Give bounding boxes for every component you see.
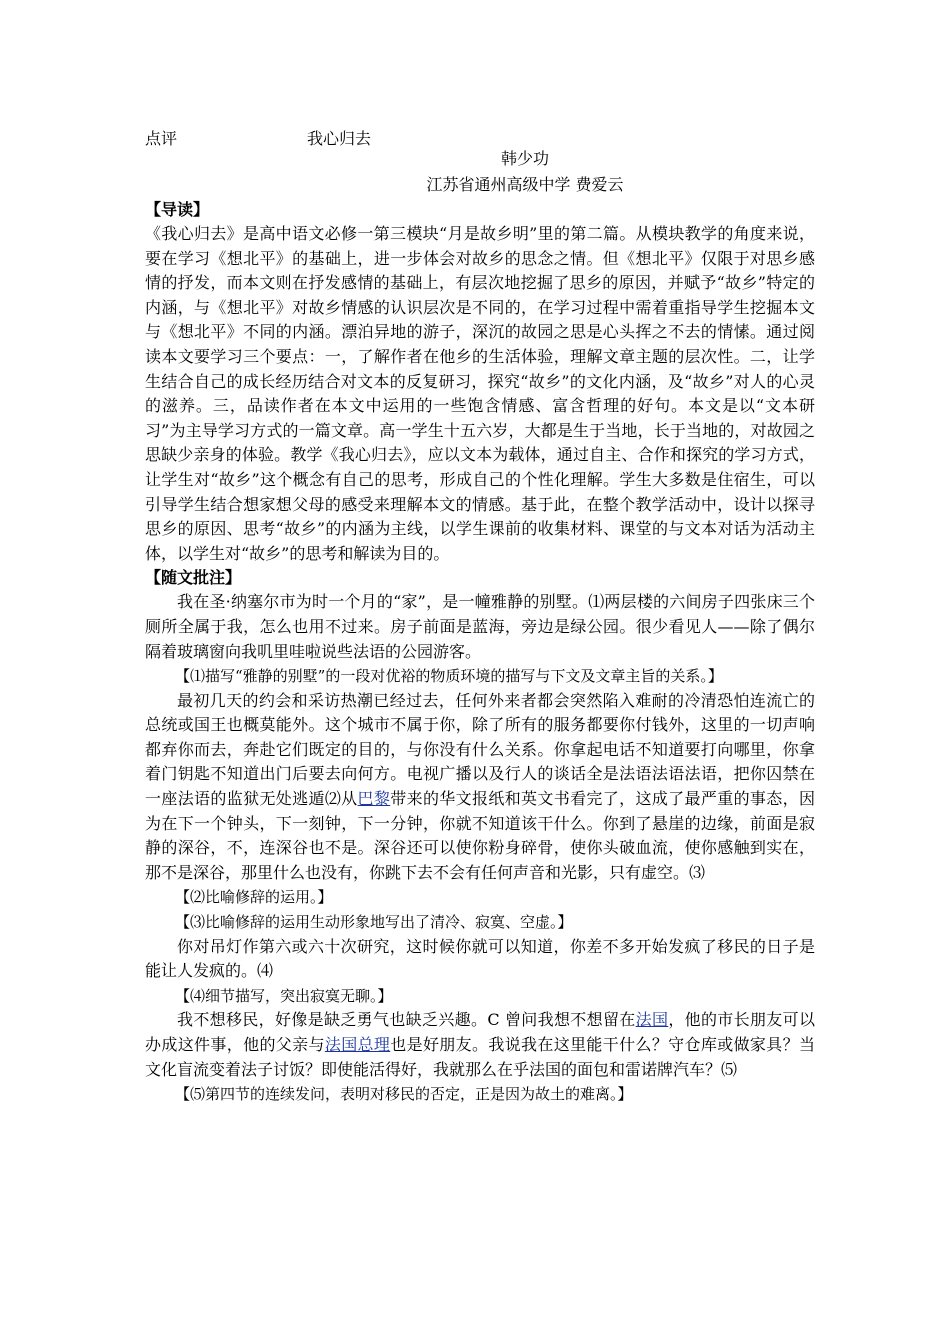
paragraph-1: 我在圣·纳塞尔市为时一个月的“家”，是一幢雅静的别墅。⑴两层楼的六间房子四张床三个厕所全属于我，怎么也用不过来。房子前面是蓝海，旁边是绿公园。很少看见人——除了偶尔隔着玻璃窗向我叽里哇啦说些法语的公园游客。: [145, 592, 815, 661]
paragraph-2: [145, 689, 815, 886]
paragraph-3: 你对吊灯作第六或六十次研究，这时候你就可以知道，你差不多开始发疯了移民的日子是能让人发疯的。⑷: [145, 936, 815, 981]
annotations-heading: 【随文批注】: [145, 568, 242, 588]
article-title: 我心归去: [307, 129, 372, 148]
annotation-4: 【⑷细节描写，突出寂寞无聊。】: [175, 986, 393, 1005]
annotation-3: 【⑶比喻修辞的运用生动形象地写出了清冷、寂寞、空虚。】: [175, 913, 573, 932]
intro-text: 《我心归去》是高中语文必修一第三模块“月是故乡明”里的第二篇。从模块教学的角度来说，要在学习《想北平》的基础上，进一步体会对故乡的思念之情。但《想北平》仅限于对思乡感情的抒发，而本文则在抒发感情的基础上，有层次地挖掘了思乡的原因，并赋予“故乡”特定的内涵，与《想北平》对故乡情感的认识层次是不同的，在学习过程中需着重指导学生挖掘本文与《想北平》不同的内涵。漂泊异地的游子，深沉的故园之思是心头挥之不去的情愫。通过阅读本文要学习三个要点：一，了解作者在他乡的生活体验，理解文章主题的层次性。二，让学生结合自己的成长经历结合对文本的反复研习，探究“故乡”的文化内涵，及“故乡”对人的心灵的滋养。三，品读作者在本文中运用的一些饱含情感、富含哲理的好句。本文是以“文本研习”为主导学习方式的一篇文章。高一学生十五六岁，大都是生于当地，长于当地的，对故园之思缺少亲身的体验。教学《我心归去》，应以文本为载体，通过自主、合作和探究的学习方式，让学生对“故乡”这个概念有自己的思考，形成自己的个性化理解。学生大多数是住宿生，可以引导学生结合想家想父母的感受来理解本文的情感。基于此，在整个教学活动中，设计以探寻思乡的原因、思考“故乡”的内涵为主线，以学生课前的收集材料、课堂的与文本对话为活动主体，以学生对“故乡”的思考和解读为目的。: [145, 224, 815, 563]
title-row: [145, 120, 815, 146]
link-france[interactable]: 法国: [635, 1010, 669, 1030]
annotation-1: 【⑴描写“雅静的别墅”的一段对优裕的物质环境的描写与下文及文章主旨的关系。】: [175, 667, 723, 686]
intro-heading: 【导读】: [145, 200, 210, 219]
annotation-5: 【⑸第四节的连续发问，表明对移民的否定，正是因为故土的难离。】: [175, 1085, 633, 1104]
paragraph-4: [145, 1008, 815, 1082]
paragraph-4-text-c: 也是好朋友。我说我在这里能干什么？守仓库或做家具？当文化盲流变着法子讨饭？即使能活得好，我就那么在乎法国的面包和雷诺牌汽车？⑸: [145, 1035, 815, 1079]
paragraph-4-text-a: 我不想移民，好像是缺乏勇气也缺乏兴趣。C 曾问我想不想留在: [177, 1010, 636, 1030]
commentator-name: 江苏省通州高级中学 费爱云: [426, 175, 624, 194]
annotation-2: 【⑵比喻修辞的运用。】: [175, 888, 333, 907]
link-paris[interactable]: 巴黎: [357, 789, 391, 809]
paragraph-2-text-a: 最初几天的约会和采访热潮已经过去，任何外来者都会突然陷入难耐的冷清恐怕连流亡的总统或国王也概莫能外。这个城市不属于你，除了所有的服务都要你付钱外，这里的一切声响都弃你而去，奔赴它们既定的目的，与你没有什么关系。你拿起电话不知道要打向哪里，你拿着门钥匙不知道出门后要去向何方。电视广播以及行人的谈话全是法语法语法语，把你囚禁在一座法语的监狱无处逃遁⑵从: [145, 690, 815, 809]
link-french-premier[interactable]: 法国总理: [324, 1035, 391, 1054]
paragraph-2-text-b: 带来的华文报纸和英文书看完了，这成了最严重的事态，因为在下一个钟头，下一刻钟，下一分钟，你就不知道该干什么。你到了悬崖的边缘，前面是寂静的深谷，不，连深谷也不是。深谷还可以使你粉身碎骨，使你头破血流，使你感触到实在，那不是深谷，那里什么也没有，你跳下去不会有任何声音和光影，只有虚空。⑶: [145, 789, 815, 882]
comment-label: 点评: [145, 129, 178, 148]
author-name: 韩少功: [500, 149, 549, 168]
paragraph-4-text-b: ，他的市长朋友可以办成这件事，他的父亲与: [145, 1010, 815, 1054]
document-page: [145, 120, 815, 1107]
